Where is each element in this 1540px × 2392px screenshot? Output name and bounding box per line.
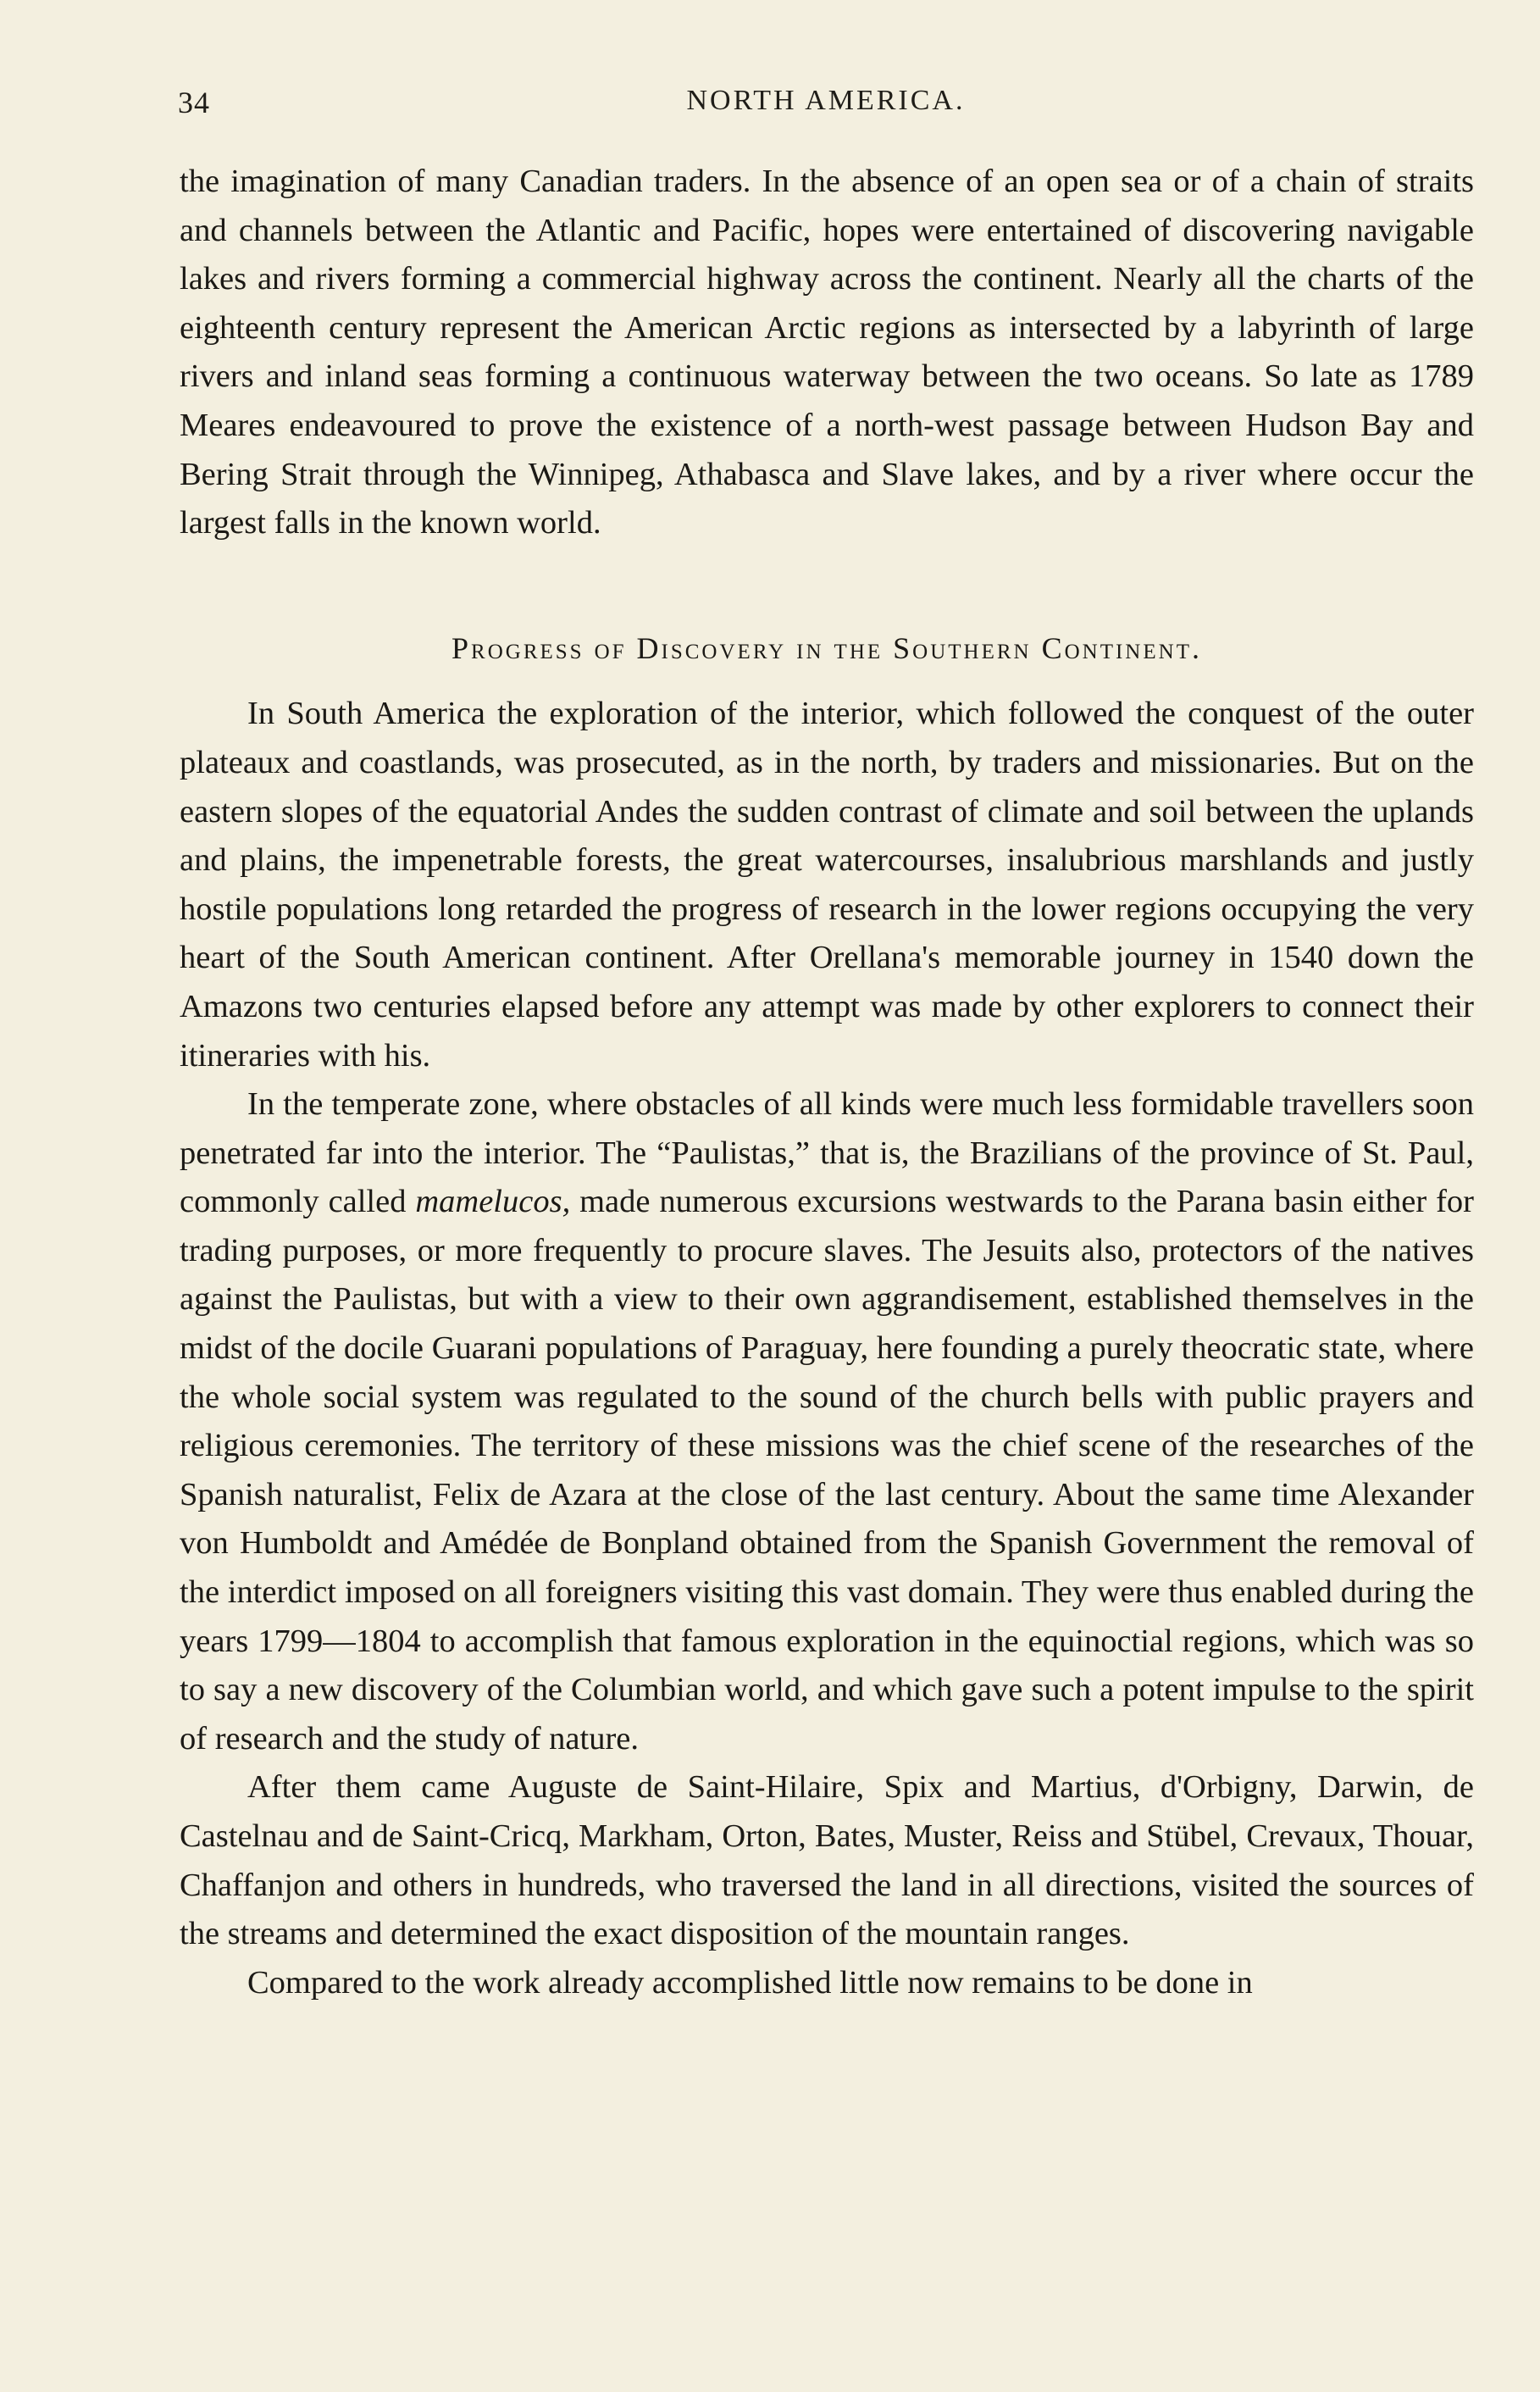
paragraph-remaining-work: Compared to the work already accomplished little now remains to be done in: [247, 1964, 1253, 2001]
italic-term-mamelucos: mamelucos,: [415, 1184, 571, 1220]
paragraph-later-explorers: After them came Auguste de Saint-Hilaire, Spix and Martius, d'Orbigny, Darwin, de Castelnau and de Saint-Cricq, Markham, Orton, Bates, Muster, Reiss and Stübel, Crevaux, Thouar, Chaffanjon and others in hundreds, who traversed the land in all directions, visited the sources of the streams and determined the exact disposition of the mountain ranges.: [180, 1769, 1474, 1952]
page-number: 34: [178, 86, 210, 119]
section-heading: Progress of Discovery in the Southern Continent.: [451, 630, 1202, 665]
page-body: [180, 158, 1474, 2007]
paragraph-continuation: the imagination of many Canadian traders. In the absence of an open sea or of a chain of straits and channels between the Atlantic and Pacific, hopes were entertained of discovering navigable lakes and rivers forming a commercial highway across the continent. Nearly all the charts of the eighteenth century represent the American Arctic regions as intersected by a labyrinth of large rivers and inland seas forming a continuous waterway between the two oceans. So late as 1789 Meares endeavoured to prove the existence of a north-west passage between Hudson Bay and Bering Strait through the Winnipeg, Athabasca and Slave lakes, and by a river where occur the largest falls in the known world.: [180, 164, 1474, 541]
paragraph-temperate-zone: [180, 1080, 1474, 1763]
paragraph-south-america: In South America the exploration of the interior, which followed the conquest of the outer plateaux and coastlands, was prosecuted, as in the north, by traders and missionaries. But on the eastern slopes of the equatorial Andes the sudden contrast of climate and soil between the uplands and plains, the impenetrable forests, the great watercourses, insalubrious marshlands and justly hostile populations long retarded the progress of research in the lower regions occupying the very heart of the South American continent. After Orellana's memorable journey in 1540 down the Amazons two centuries elapsed before any attempt was made by other explorers to connect their itineraries with his.: [180, 696, 1474, 1074]
paragraph-temperate-zone-rest: made numerous excursions westwards to the Parana basin either for trading purposes, or more frequently to procure slaves. The Jesuits also, protectors of the natives against the Paulistas, but with a view to their own aggrandisement, established themselves in the midst of the docile Guarani populations of Paraguay, here founding a purely theocratic state, where the whole social system was regulated to the sound of the church bells with public prayers and religious ceremonies. The territory of these missions was the chief scene of the researches of the Spanish naturalist, Felix de Azara at the close of the last century. About the same time Alexander von Humboldt and Amédée de Bonpland obtained from the Spanish Government the removal of the interdict imposed on all foreigners visiting this vast domain. They were thus enabled during the years 1799—1804 to accomplish that famous exploration in the equinoctial regions, which was so to say a new discovery of the Columbian world, and which gave such a potent impulse to the spirit of research and the study of nature.: [180, 1184, 1474, 1757]
page-header: [178, 85, 1474, 127]
paragraph-temperate-zone-start: In the temperate zone, where obstacles of all kinds were much less formidable travellers soon penetrated far into the interior. The “Paulistas,” that is, the Brazilians of the province of St. Paul, commonly called: [180, 1086, 1474, 1220]
running-head: NORTH AMERICA.: [686, 85, 966, 116]
